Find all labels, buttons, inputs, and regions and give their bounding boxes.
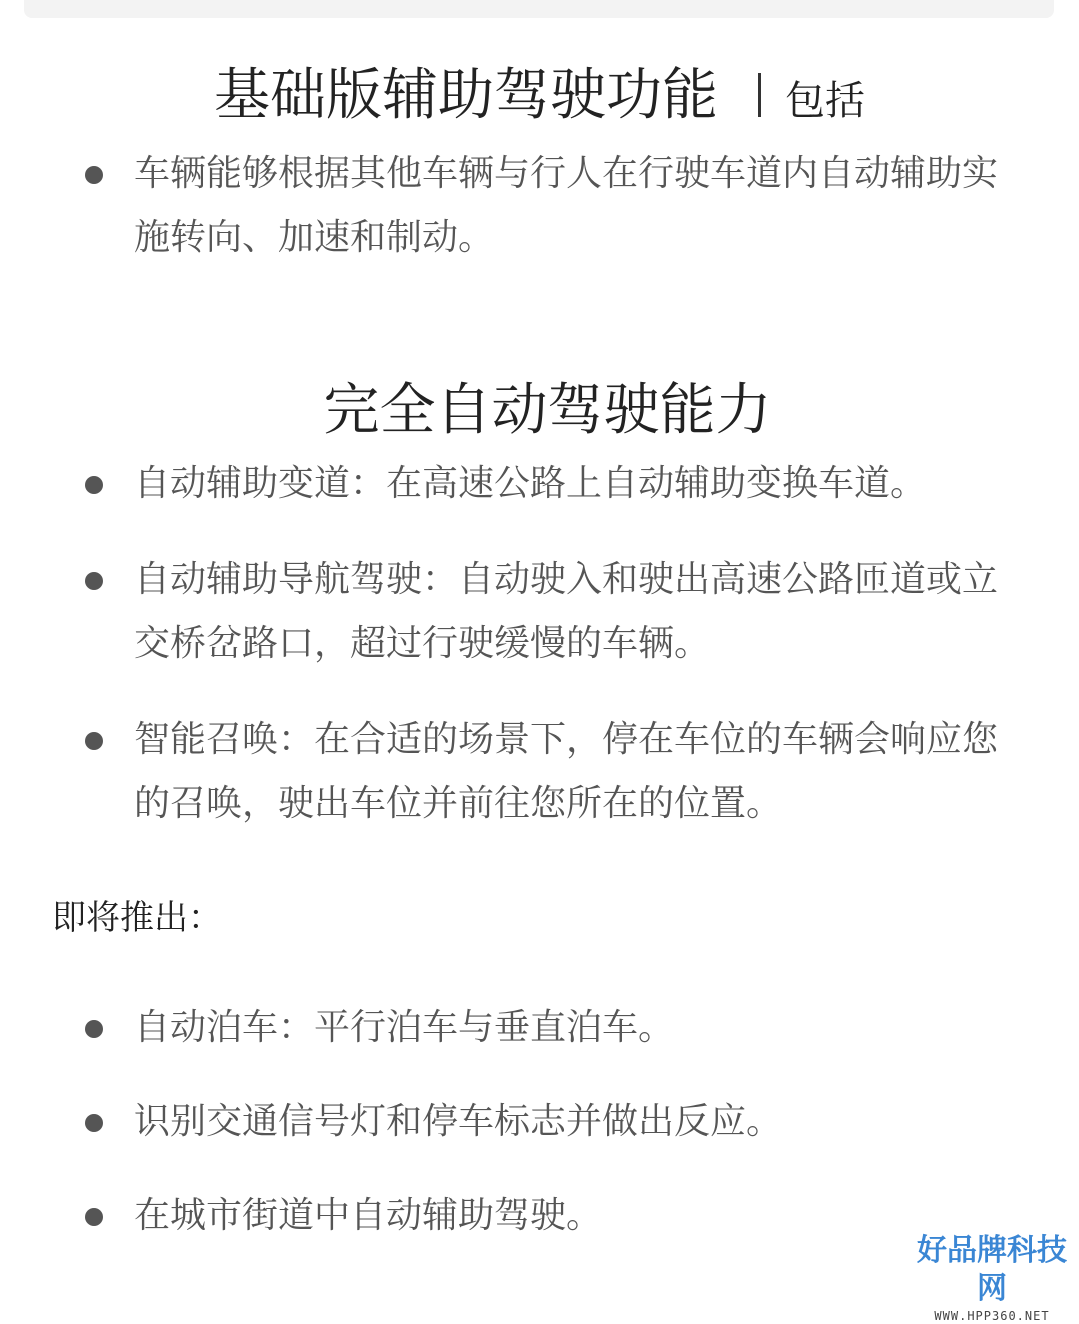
list-item: [0, 548, 1079, 676]
bullet-icon: [85, 1114, 103, 1132]
section-fsd-title: 完全自动驾驶能力: [323, 378, 772, 443]
section-basic-subtitle: 包括: [785, 78, 865, 124]
list-item: [0, 1090, 1079, 1154]
watermark: [912, 1232, 1072, 1324]
list-item-text: 自动泊车：平行泊车与垂直泊车。: [134, 1007, 675, 1048]
list-item-text: 在城市街道中自动辅助驾驶。: [134, 1195, 603, 1236]
bullet-icon: [85, 166, 103, 184]
list-item-text: 识别交通信号灯和停车标志并做出反应。: [134, 1101, 783, 1142]
fsd-feature-list: [0, 452, 1079, 836]
title-separator: [758, 73, 761, 117]
bullet-icon: [85, 1020, 103, 1038]
upcoming-label: 即将推出：: [52, 898, 222, 938]
watermark-en: WWW.HPP360.NET: [934, 1309, 1050, 1323]
section-basic-title: [0, 60, 1079, 137]
list-item: [0, 708, 1079, 836]
basic-feature-list: [0, 142, 1079, 270]
bullet-icon: [85, 572, 103, 590]
upcoming-feature-list: [0, 996, 1079, 1248]
bullet-icon: [85, 1208, 103, 1226]
list-item: [0, 142, 1079, 270]
list-item-text: 车辆能够根据其他车辆与行人在行驶车道内自动辅助实施转向、加速和制动。: [134, 153, 999, 258]
watermark-cn: 好品牌科技网: [917, 1233, 1067, 1306]
section-basic-title-text: 基础版辅助驾驶功能: [214, 63, 718, 128]
list-item-text: 智能召唤：在合适的场景下，停在车位的车辆会响应您的召唤，驶出车位并前往您所在的位置。: [134, 719, 999, 824]
list-item-text: 自动辅助变道：在高速公路上自动辅助变换车道。: [134, 463, 927, 504]
list-item-text: 自动辅助导航驾驶：自动驶入和驶出高速公路匝道或立交桥岔路口，超过行驶缓慢的车辆。: [134, 559, 999, 664]
bullet-icon: [85, 476, 103, 494]
list-item: [0, 996, 1079, 1060]
top-divider-strip: [24, 0, 1054, 18]
bullet-icon: [85, 732, 103, 750]
list-item: [0, 452, 1079, 516]
